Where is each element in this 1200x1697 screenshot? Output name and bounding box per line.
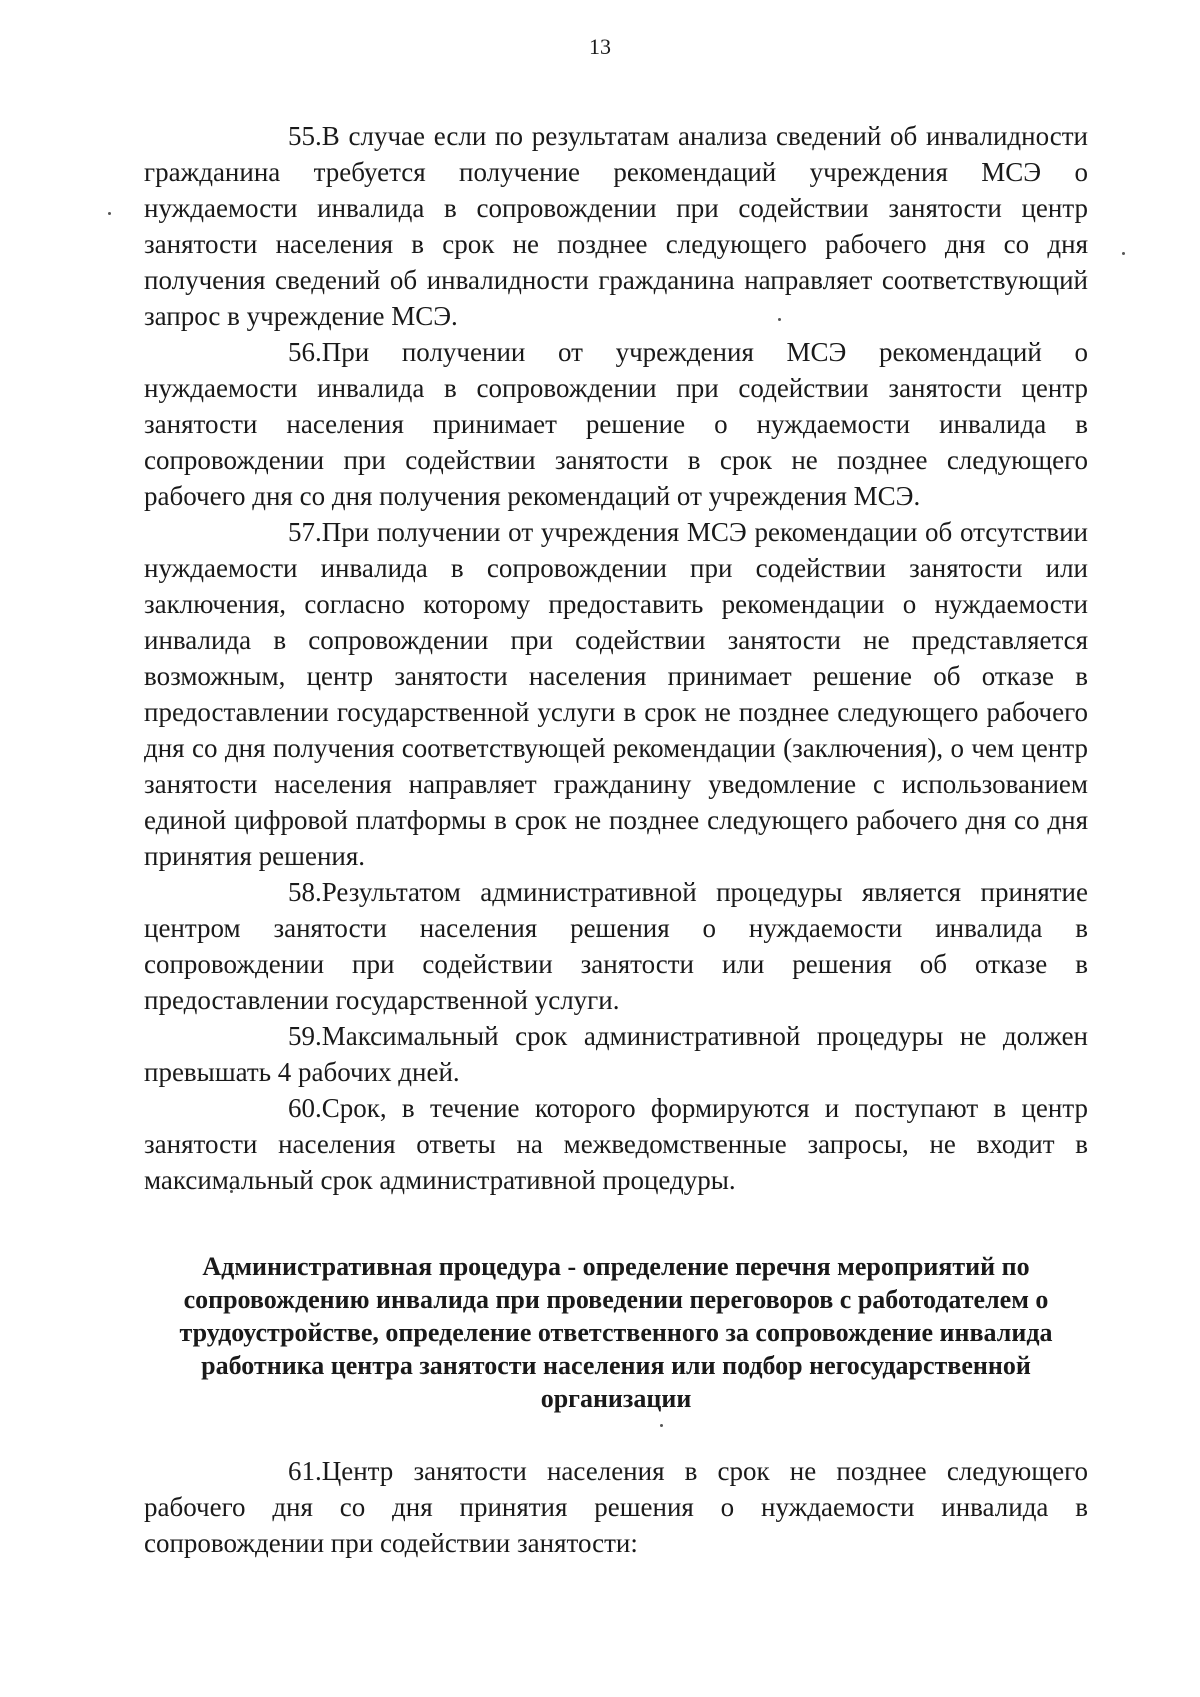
paragraph-number: 59.: [288, 1021, 322, 1051]
paragraph-number: 56.: [288, 337, 322, 367]
paragraph-56: [144, 334, 1088, 514]
paragraph-text: Результатом административной процедуры является принятие центром занятости населения решения о нуждаемости инвалида в сопровождении при содействии занятости или решения об отказе в предоставлении государственной услуги.: [144, 877, 1088, 1015]
paragraph-60: [144, 1090, 1088, 1198]
paragraph-61: [144, 1453, 1088, 1561]
paragraph-text: При получении от учреждения МСЭ рекомендации об отсутствии нуждаемости инвалида в сопровождении при содействии занятости или заключения, согласно которому предоставить рекомендации о нуждаемости инвалида в сопровождении при содействии занятости не представляется возможным, центр занятости населения принимает решение об отказе в предоставлении государственной услуги в срок не позднее следующего рабочего дня со дня получения соответствующей рекомендации (заключения), о чем центр занятости населения направляет гражданину уведомление с использованием единой цифровой платформы в срок не позднее следующего рабочего дня со дня принятия решения.: [144, 517, 1088, 871]
paragraph-55: [144, 118, 1088, 334]
document-body: [144, 118, 1088, 1561]
page-number: 13: [589, 34, 611, 59]
section-heading: Административная процедура - определение перечня мероприятий по сопровождению инвалида при проведении переговоров с работодателем о трудоустройстве, определение ответственного за сопровождение инвалида работника центра занятости населения или подбор негосударственной организации: [179, 1252, 1053, 1413]
scan-speck: [108, 212, 111, 215]
paragraph-text: При получении от учреждения МСЭ рекомендаций о нуждаемости инвалида в сопровождении при содействии занятости центр занятости населения принимает решение о нуждаемости инвалида в сопровождении при содействии занятости в срок не позднее следующего рабочего дня со дня получения рекомендаций от учреждения МСЭ.: [144, 337, 1088, 511]
paragraph-text: В случае если по результатам анализа сведений об инвалидности гражданина требуется получение рекомендаций учреждения МСЭ о нуждаемости инвалида в сопровождении при содействии занятости центр занятости населения в срок не позднее следующего рабочего дня со дня получения сведений об инвалидности гражданина направляет соответствующий запрос в учреждение МСЭ.: [144, 121, 1088, 331]
paragraph-58: [144, 874, 1088, 1018]
paragraph-number: 60.: [288, 1093, 322, 1123]
paragraph-text: Максимальный срок административной процедуры не должен превышать 4 рабочих дней.: [144, 1021, 1088, 1087]
paragraph-text: Центр занятости населения в срок не позднее следующего рабочего дня со дня принятия решения о нуждаемости инвалида в сопровождении при содействии занятости:: [144, 1456, 1088, 1558]
paragraph-number: 57.: [288, 517, 322, 547]
paragraph-number: 55.: [288, 121, 322, 151]
paragraph-number: 61.: [288, 1456, 322, 1486]
paragraph-number: 58.: [288, 877, 322, 907]
paragraph-59: [144, 1018, 1088, 1090]
paragraph-57: [144, 514, 1088, 874]
paragraph-text: Срок, в течение которого формируются и поступают в центр занятости населения ответы на межведомственные запросы, не входит в максимальный срок административной процедуры.: [144, 1093, 1088, 1195]
scan-speck: [1122, 252, 1125, 255]
